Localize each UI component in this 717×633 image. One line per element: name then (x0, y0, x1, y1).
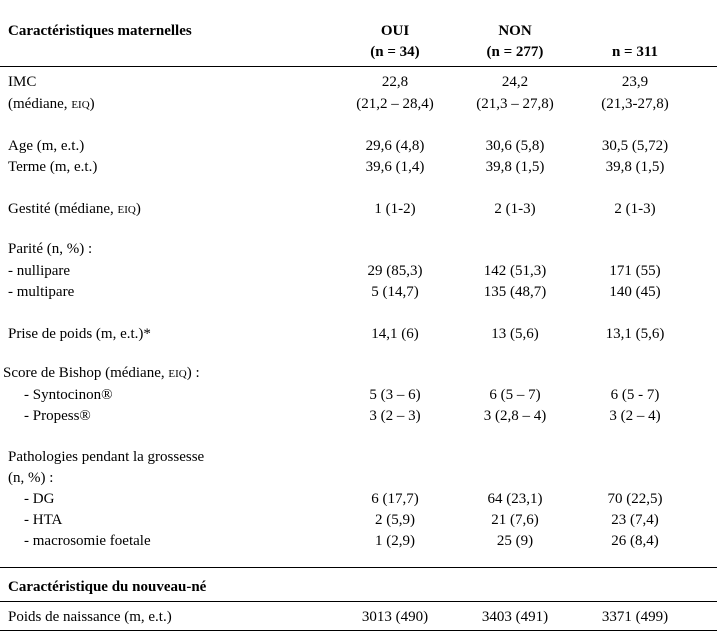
row-patho-sublabel: (n, %) : (8, 470, 54, 486)
row-propess-oui: 3 (2 – 3) (369, 408, 421, 424)
row-gestite-non: 2 (1-3) (494, 201, 536, 217)
row-gestite-total: 2 (1-3) (614, 201, 656, 217)
row-imc-oui: 22,8 (381, 74, 409, 90)
row-nullipare-non: 142 (51,3) (483, 263, 547, 279)
row-imc-total-range: (21,3-27,8) (601, 96, 669, 112)
row-hta-oui: 2 (5,9) (375, 512, 415, 528)
row-terme-oui: 39,6 (1,4) (365, 159, 425, 175)
row-gestite-oui: 1 (1-2) (374, 201, 416, 217)
row-hta-total: 23 (7,4) (611, 512, 659, 528)
row-terme-non: 39,8 (1,5) (485, 159, 545, 175)
row-macro-label: - macrosomie foetale (24, 533, 151, 549)
column-header-oui: OUI (380, 23, 410, 39)
row-imc-non: 24,2 (501, 74, 529, 90)
row-hta-label: - HTA (24, 512, 63, 528)
row-nullipare-total: 171 (55) (609, 263, 661, 279)
row-imc-oui-range: (21,2 – 28,4) (356, 96, 434, 112)
row-nullipare-oui: 29 (85,3) (367, 263, 423, 279)
row-prise-non: 13 (5,6) (491, 326, 539, 342)
row-macro-total: 26 (8,4) (611, 533, 659, 549)
row-propess-non: 3 (2,8 – 4) (483, 408, 547, 424)
row-prise-oui: 14,1 (6) (371, 326, 419, 342)
row-bishop-label: Score de Bishop (médiane, EIQ) : (3, 365, 200, 381)
row-imc-non-range: (21,3 – 27,8) (476, 96, 554, 112)
row-dg-oui: 6 (17,7) (371, 491, 419, 507)
header-rule (0, 66, 717, 67)
row-age-non: 30,6 (5,8) (485, 138, 545, 154)
row-birthweight-oui: 3013 (490) (361, 609, 429, 625)
row-multipare-non: 135 (48,7) (483, 284, 547, 300)
row-multipare-label: - multipare (8, 284, 75, 300)
row-syntocinon-total: 6 (5 - 7) (610, 387, 660, 403)
row-imc-sublabel: (médiane, EIQ) (8, 96, 95, 112)
row-propess-label: - Propess® (24, 408, 91, 424)
row-terme-total: 39,8 (1,5) (605, 159, 665, 175)
row-prise-label: Prise de poids (m, e.t.)* (8, 326, 151, 342)
row-dg-label: - DG (24, 491, 55, 507)
row-dg-total: 70 (22,5) (607, 491, 663, 507)
row-gestite-label: Gestité (médiane, EIQ) (8, 201, 141, 217)
row-multipare-total: 140 (45) (609, 284, 661, 300)
row-parite-label: Parité (n, %) : (8, 241, 93, 257)
row-syntocinon-non: 6 (5 – 7) (489, 387, 541, 403)
row-patho-label: Pathologies pendant la grossesse (8, 449, 205, 465)
row-age-oui: 29,6 (4,8) (365, 138, 425, 154)
column-header-non-n: (n = 277) (486, 44, 544, 60)
row-macro-non: 25 (9) (496, 533, 534, 549)
row-birthweight-total: 3371 (499) (601, 609, 669, 625)
row-age-label: Age (m, e.t.) (8, 138, 85, 154)
row-terme-label: Terme (m, e.t.) (8, 159, 98, 175)
newborn-section-title: Caractéristique du nouveau-né (8, 579, 207, 595)
row-multipare-oui: 5 (14,7) (371, 284, 419, 300)
row-birthweight-label: Poids de naissance (m, e.t.) (8, 609, 172, 625)
column-header-oui-n: (n = 34) (370, 44, 420, 60)
row-dg-non: 64 (23,1) (487, 491, 543, 507)
row-macro-oui: 1 (2,9) (375, 533, 415, 549)
section-rule-top (0, 567, 717, 568)
row-nullipare-label: - nullipare (8, 263, 71, 279)
row-prise-total: 13,1 (5,6) (605, 326, 665, 342)
row-propess-total: 3 (2 – 4) (609, 408, 661, 424)
row-syntocinon-label: - Syntocinon® (24, 387, 113, 403)
row-syntocinon-oui: 5 (3 – 6) (369, 387, 421, 403)
column-header-total-n: n = 311 (611, 44, 659, 60)
row-age-total: 30,5 (5,72) (601, 138, 669, 154)
table-bottom-rule (0, 630, 717, 631)
row-birthweight-non: 3403 (491) (481, 609, 549, 625)
column-header-non: NON (498, 23, 532, 39)
row-hta-non: 21 (7,6) (491, 512, 539, 528)
row-imc-total: 23,9 (621, 74, 649, 90)
section-rule-bottom (0, 601, 717, 602)
column-header-characteristics: Caractéristiques maternelles (8, 23, 192, 39)
row-imc-label: IMC (8, 74, 37, 90)
